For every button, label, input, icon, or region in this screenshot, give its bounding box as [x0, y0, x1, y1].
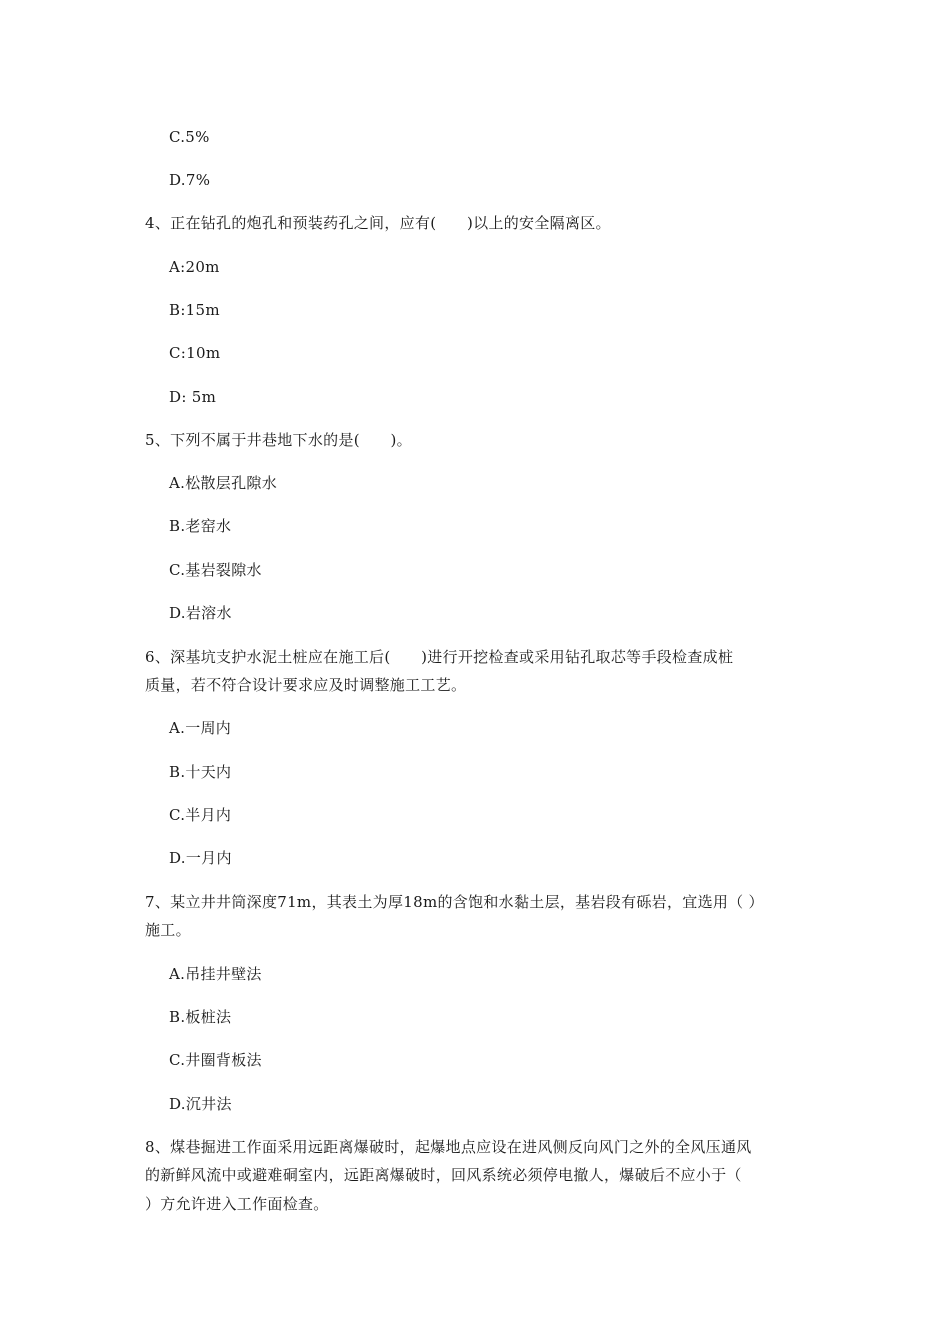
- q8-stem-line-2: 的新鲜风流中或避难硐室内，远距离爆破时，回风系统必须停电撤人，爆破后不应小于（: [145, 1166, 742, 1184]
- q5-option-a: A.松散层孔隙水: [169, 474, 278, 492]
- q4-stem: 4、正在钻孔的炮孔和预装药孔之间，应有( )以上的安全隔离区。: [145, 214, 611, 232]
- q6-option-b: B.十天内: [169, 763, 232, 781]
- q3-option-c: C.5%: [169, 128, 210, 146]
- q7-stem-line-1: 7、某立井井筒深度71m，其表土为厚18m的含饱和水黏土层，基岩段有砾岩，宜选用（ ）: [145, 893, 764, 911]
- q5-option-b: B.老窑水: [169, 517, 232, 535]
- q7-stem-line-2: 施工。: [145, 921, 191, 939]
- q4-option-a: A:20m: [169, 258, 220, 276]
- q8-stem-line-1: 8、煤巷掘进工作面采用远距离爆破时，起爆地点应设在进风侧反向风门之外的全风压通风: [145, 1138, 752, 1156]
- q6-stem-line-1: 6、深基坑支护水泥土桩应在施工后( )进行开挖检查或采用钻孔取芯等手段检查成桩: [145, 648, 734, 666]
- q3-option-d: D.7%: [169, 171, 211, 189]
- q4-option-b: B:15m: [169, 301, 220, 319]
- q7-option-d: D.沉井法: [169, 1095, 232, 1113]
- q7-option-c: C.井圈背板法: [169, 1051, 262, 1069]
- q5-stem: 5、下列不属于井巷地下水的是( )。: [145, 431, 412, 449]
- q7-option-b: B.板桩法: [169, 1008, 232, 1026]
- q6-stem-line-2: 质量，若不符合设计要求应及时调整施工工艺。: [145, 676, 467, 694]
- q6-option-a: A.一周内: [169, 719, 232, 737]
- q5-option-d: D.岩溶水: [169, 604, 232, 622]
- q6-option-c: C.半月内: [169, 806, 232, 824]
- q5-option-c: C.基岩裂隙水: [169, 561, 262, 579]
- q6-option-d: D.一月内: [169, 849, 232, 867]
- q8-stem-line-3: ）方允许进入工作面检查。: [145, 1195, 329, 1213]
- q4-option-c: C:10m: [169, 344, 221, 362]
- q7-option-a: A.吊挂井壁法: [169, 965, 262, 983]
- q4-option-d: D: 5m: [169, 388, 217, 406]
